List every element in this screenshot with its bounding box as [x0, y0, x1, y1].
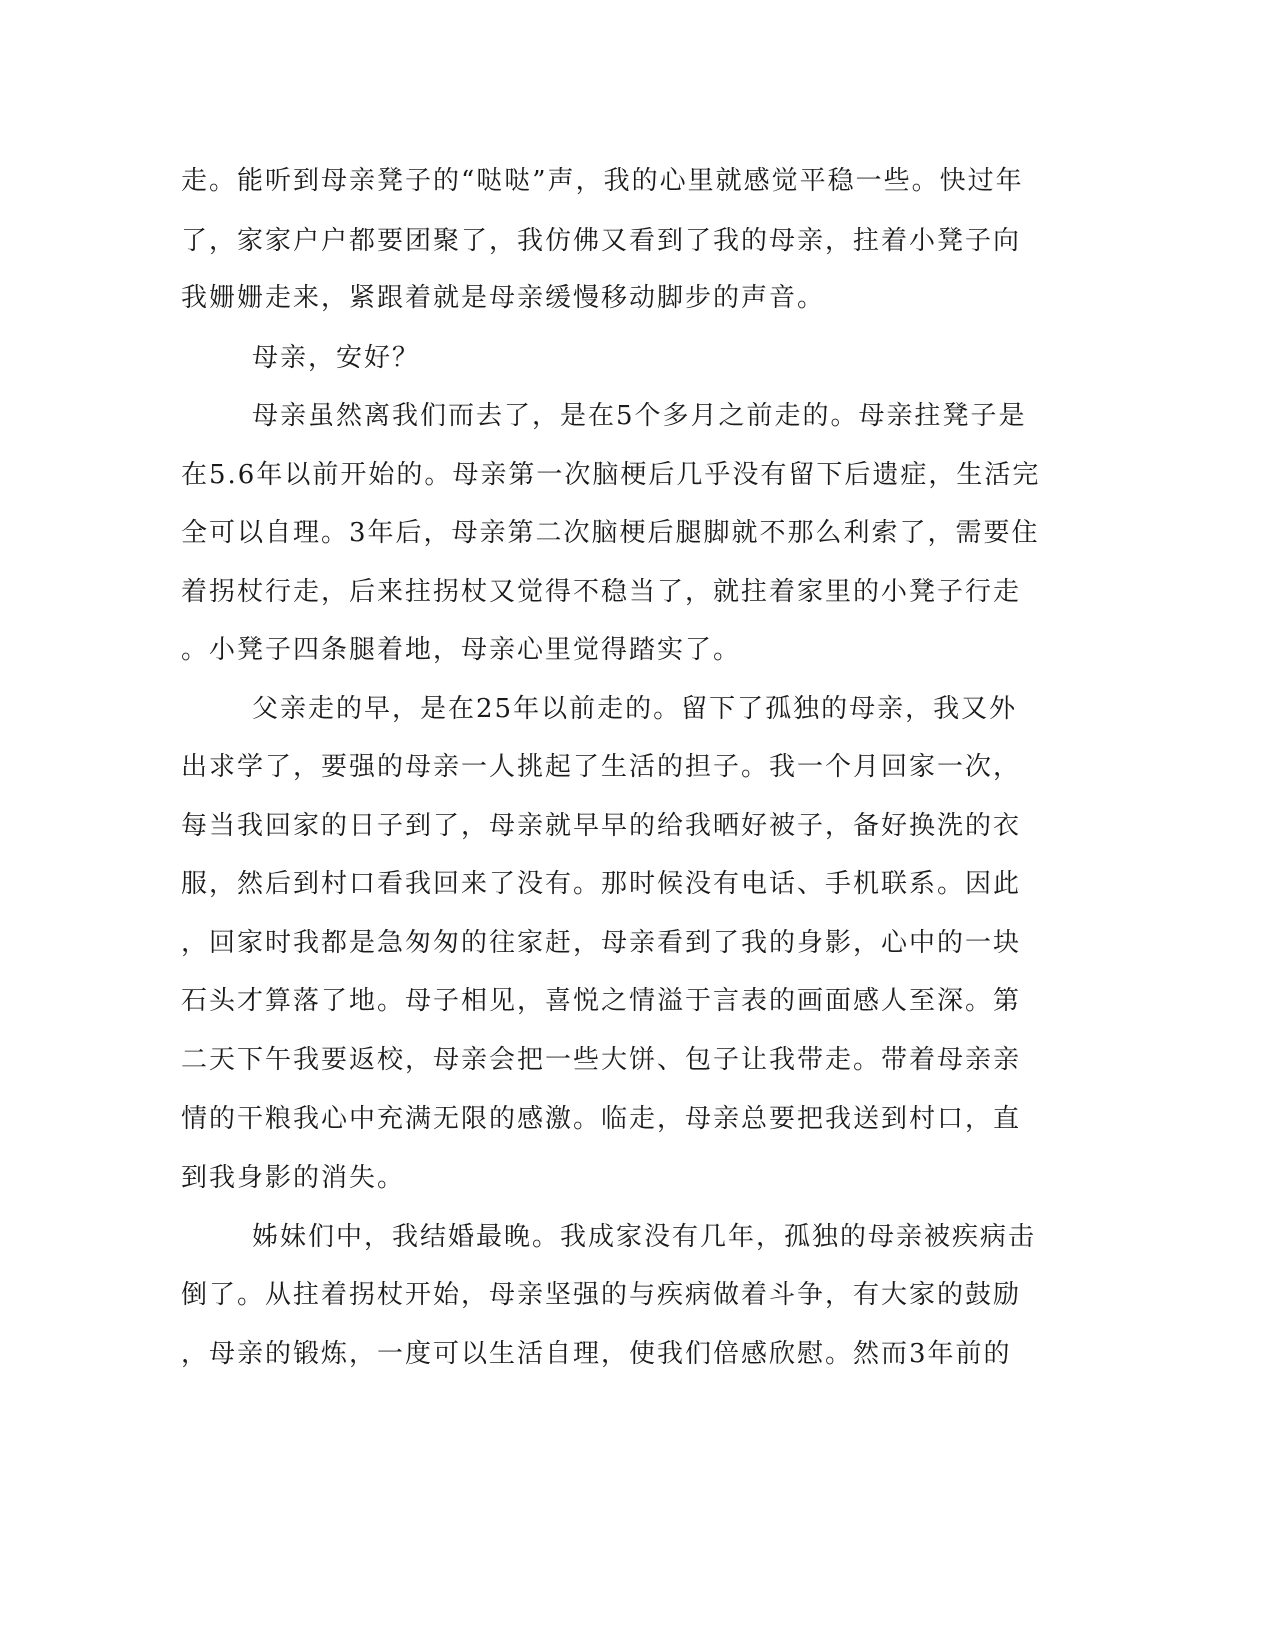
text-line: 到我身影的消失。	[181, 1163, 406, 1193]
text-line: 我姗姗走来，紧跟着就是母亲缓慢移动脚步的声音。	[181, 283, 826, 313]
text-line: 在5.6年以前开始的。母亲第一次脑梗后几乎没有留下后遗症，生活完	[181, 460, 1041, 490]
text-line: 石头才算落了地。母子相见，喜悦之情溢于言表的画面感人至深。第	[181, 986, 1022, 1016]
text-line: 倒了。从拄着拐杖开始，母亲坚强的与疾病做着斗争，有大家的鼓励	[181, 1280, 1022, 1310]
text-line: 着拐杖行走，后来拄拐杖又觉得不稳当了，就拄着家里的小凳子行走	[181, 577, 1022, 607]
text-line: 了，家家户户都要团聚了，我仿佛又看到了我的母亲，拄着小凳子向	[181, 226, 1022, 256]
text-line: 。小凳子四条腿着地，母亲心里觉得踏实了。	[181, 635, 742, 665]
text-line: ，回家时我都是急匆匆的往家赶，母亲看到了我的身影，心中的一块	[181, 928, 1022, 958]
text-line: 情的干粮我心中充满无限的感激。临走，母亲总要把我送到村口，直	[181, 1104, 1022, 1134]
text-line: 走。能听到母亲凳子的“哒哒”声，我的心里就感觉平稳一些。快过年	[181, 166, 1024, 196]
text-line: 服，然后到村口看我回来了没有。那时候没有电话、手机联系。因此	[181, 869, 1022, 899]
text-line: 姊妹们中，我结婚最晚。我成家没有几年，孤独的母亲被疾病击	[252, 1222, 1037, 1252]
text-line: 父亲走的早，是在25年以前走的。留下了孤独的母亲，我又外	[252, 694, 1018, 724]
text-line: 全可以自理。3年后，母亲第二次脑梗后腿脚就不那么利索了，需要住	[181, 518, 1040, 548]
text-line: 母亲，安好？	[252, 343, 421, 373]
text-line: 每当我回家的日子到了，母亲就早早的给我晒好被子，备好换洗的衣	[181, 811, 1022, 841]
text-line: 二天下午我要返校，母亲会把一些大饼、包子让我带走。带着母亲亲	[181, 1045, 1022, 1075]
text-line: ，母亲的锻炼，一度可以生活自理，使我们倍感欣慰。然而3年前的	[181, 1339, 1012, 1369]
text-line: 母亲虽然离我们而去了，是在5个多月之前走的。母亲拄凳子是	[252, 401, 1027, 431]
text-line: 出求学了，要强的母亲一人挑起了生活的担子。我一个月回家一次，	[181, 752, 1022, 782]
